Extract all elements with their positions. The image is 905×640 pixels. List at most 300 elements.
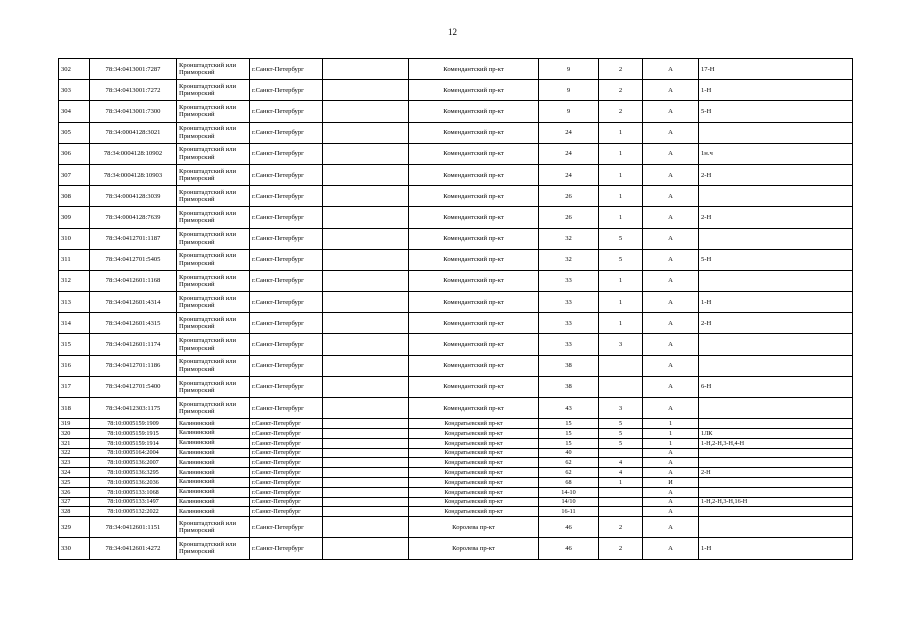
letter-cell: А (643, 334, 699, 355)
district-cell: Кронштадтский или Приморский (177, 355, 250, 376)
letter-cell: 1 (643, 438, 699, 448)
cadastral-number-cell: 78:34:0412701:1187 (90, 228, 177, 249)
district-cell: Кронштадтский или Приморский (177, 313, 250, 334)
house-number-cell: 15 (539, 419, 599, 429)
street-cell: Комендантский пр-кт (409, 164, 539, 185)
premises-cell: 2-Н (699, 207, 853, 228)
house-number-cell: 33 (539, 313, 599, 334)
extra-cell (323, 477, 409, 487)
table-row (59, 313, 853, 334)
letter-cell: А (643, 507, 699, 517)
house-number-cell: 38 (539, 376, 599, 397)
letter-cell: А (643, 270, 699, 291)
cadastral-number-cell: 78:34:0004128:10902 (90, 143, 177, 164)
letter-cell: А (643, 458, 699, 468)
building-number-cell (599, 355, 643, 376)
table-row (59, 101, 853, 122)
cadastral-number-cell: 78:10:0005133:1068 (90, 487, 177, 497)
row-number-cell: 309 (59, 207, 90, 228)
table-row (59, 507, 853, 517)
premises-cell: 2-Н (699, 468, 853, 478)
building-number-cell: 4 (599, 458, 643, 468)
row-number-cell: 305 (59, 122, 90, 143)
table-row (59, 228, 853, 249)
district-cell: Кронштадтский или Приморский (177, 249, 250, 270)
letter-cell: 1 (643, 419, 699, 429)
premises-cell: 5-Н (699, 249, 853, 270)
table-row (59, 497, 853, 507)
premises-cell (699, 458, 853, 468)
house-number-cell: 16-11 (539, 507, 599, 517)
table-row (59, 270, 853, 291)
extra-cell (323, 398, 409, 419)
table-row (59, 428, 853, 438)
cadastral-number-cell: 78:34:0412701:1186 (90, 355, 177, 376)
table-row (59, 468, 853, 478)
district-cell: Калининский (177, 507, 250, 517)
row-number-cell: 308 (59, 186, 90, 207)
building-number-cell: 2 (599, 101, 643, 122)
table-row (59, 419, 853, 429)
house-number-cell: 14/10 (539, 497, 599, 507)
city-cell: г.Санкт-Петербург (250, 517, 323, 538)
table-row (59, 517, 853, 538)
house-number-cell: 26 (539, 186, 599, 207)
district-cell: Калининский (177, 468, 250, 478)
row-number-cell: 312 (59, 270, 90, 291)
city-cell: г.Санкт-Петербург (250, 448, 323, 458)
building-number-cell: 1 (599, 143, 643, 164)
extra-cell (323, 487, 409, 497)
extra-cell (323, 164, 409, 185)
building-number-cell (599, 507, 643, 517)
street-cell: Кондратьевский пр-кт (409, 458, 539, 468)
table-row (59, 438, 853, 448)
building-number-cell: 1 (599, 207, 643, 228)
district-cell: Калининский (177, 419, 250, 429)
row-number-cell: 316 (59, 355, 90, 376)
house-number-cell: 68 (539, 477, 599, 487)
building-number-cell (599, 487, 643, 497)
cadastral-number-cell: 78:34:0412601:4315 (90, 313, 177, 334)
premises-cell (699, 477, 853, 487)
letter-cell: А (643, 122, 699, 143)
extra-cell (323, 101, 409, 122)
premises-cell (699, 507, 853, 517)
street-cell: Кондратьевский пр-кт (409, 507, 539, 517)
cadastral-number-cell: 78:34:0412601:4272 (90, 538, 177, 559)
row-number-cell: 324 (59, 468, 90, 478)
row-number-cell: 326 (59, 487, 90, 497)
premises-cell: 2-Н (699, 313, 853, 334)
city-cell: г.Санкт-Петербург (250, 228, 323, 249)
street-cell: Комендантский пр-кт (409, 228, 539, 249)
row-number-cell: 319 (59, 419, 90, 429)
cadastral-number-cell: 78:34:0412701:5405 (90, 249, 177, 270)
city-cell: г.Санкт-Петербург (250, 355, 323, 376)
premises-cell (699, 228, 853, 249)
row-number-cell: 317 (59, 376, 90, 397)
street-cell: Комендантский пр-кт (409, 122, 539, 143)
premises-cell: 1ЛК (699, 428, 853, 438)
city-cell: г.Санкт-Петербург (250, 438, 323, 448)
table-row (59, 448, 853, 458)
building-number-cell: 5 (599, 428, 643, 438)
row-number-cell: 328 (59, 507, 90, 517)
district-cell: Кронштадтский или Приморский (177, 80, 250, 101)
street-cell: Комендантский пр-кт (409, 143, 539, 164)
building-number-cell: 5 (599, 419, 643, 429)
extra-cell (323, 458, 409, 468)
district-cell: Калининский (177, 438, 250, 448)
extra-cell (323, 292, 409, 313)
extra-cell (323, 428, 409, 438)
street-cell: Кондратьевский пр-кт (409, 468, 539, 478)
street-cell: Комендантский пр-кт (409, 292, 539, 313)
row-number-cell: 329 (59, 517, 90, 538)
building-number-cell: 2 (599, 59, 643, 80)
city-cell: г.Санкт-Петербург (250, 477, 323, 487)
row-number-cell: 314 (59, 313, 90, 334)
building-number-cell: 1 (599, 186, 643, 207)
street-cell: Кондратьевский пр-кт (409, 477, 539, 487)
street-cell: Кондратьевский пр-кт (409, 448, 539, 458)
house-number-cell: 32 (539, 228, 599, 249)
table-row (59, 186, 853, 207)
extra-cell (323, 538, 409, 559)
table-row (59, 80, 853, 101)
house-number-cell: 14-10 (539, 487, 599, 497)
letter-cell: А (643, 101, 699, 122)
district-cell: Калининский (177, 428, 250, 438)
building-number-cell: 5 (599, 228, 643, 249)
district-cell: Кронштадтский или Приморский (177, 228, 250, 249)
row-number-cell: 302 (59, 59, 90, 80)
premises-cell (699, 355, 853, 376)
street-cell: Комендантский пр-кт (409, 249, 539, 270)
city-cell: г.Санкт-Петербург (250, 507, 323, 517)
building-number-cell: 1 (599, 477, 643, 487)
row-number-cell: 306 (59, 143, 90, 164)
house-number-cell: 15 (539, 438, 599, 448)
cadastral-number-cell: 78:10:0005159:1915 (90, 428, 177, 438)
letter-cell: А (643, 487, 699, 497)
letter-cell: А (643, 249, 699, 270)
property-registry-table (58, 58, 853, 560)
cadastral-number-cell: 78:10:0005132:2022 (90, 507, 177, 517)
city-cell: г.Санкт-Петербург (250, 376, 323, 397)
city-cell: г.Санкт-Петербург (250, 80, 323, 101)
building-number-cell: 5 (599, 249, 643, 270)
premises-cell: 1-Н,2-Н,3-Н,16-Н (699, 497, 853, 507)
premises-cell (699, 448, 853, 458)
street-cell: Королева пр-кт (409, 538, 539, 559)
street-cell: Кондратьевский пр-кт (409, 428, 539, 438)
extra-cell (323, 59, 409, 80)
cadastral-number-cell: 78:34:0004128:10903 (90, 164, 177, 185)
table-row (59, 122, 853, 143)
extra-cell (323, 497, 409, 507)
row-number-cell: 327 (59, 497, 90, 507)
street-cell: Комендантский пр-кт (409, 80, 539, 101)
premises-cell (699, 334, 853, 355)
building-number-cell: 2 (599, 80, 643, 101)
premises-cell: 6-Н (699, 376, 853, 397)
extra-cell (323, 143, 409, 164)
row-number-cell: 318 (59, 398, 90, 419)
street-cell: Комендантский пр-кт (409, 186, 539, 207)
cadastral-number-cell: 78:10:0005136:2007 (90, 458, 177, 468)
city-cell: г.Санкт-Петербург (250, 313, 323, 334)
premises-cell (699, 398, 853, 419)
house-number-cell: 24 (539, 122, 599, 143)
building-number-cell: 4 (599, 468, 643, 478)
house-number-cell: 9 (539, 59, 599, 80)
extra-cell (323, 80, 409, 101)
building-number-cell: 1 (599, 292, 643, 313)
district-cell: Кронштадтский или Приморский (177, 143, 250, 164)
cadastral-number-cell: 78:34:0004128:3039 (90, 186, 177, 207)
letter-cell: А (643, 164, 699, 185)
city-cell: г.Санкт-Петербург (250, 122, 323, 143)
building-number-cell: 2 (599, 517, 643, 538)
house-number-cell: 9 (539, 101, 599, 122)
house-number-cell: 15 (539, 428, 599, 438)
district-cell: Калининский (177, 458, 250, 468)
house-number-cell: 33 (539, 334, 599, 355)
street-cell: Кондратьевский пр-кт (409, 487, 539, 497)
house-number-cell: 32 (539, 249, 599, 270)
cadastral-number-cell: 78:34:0412701:5400 (90, 376, 177, 397)
extra-cell (323, 355, 409, 376)
district-cell: Калининский (177, 448, 250, 458)
cadastral-number-cell: 78:34:0412601:1168 (90, 270, 177, 291)
district-cell: Калининский (177, 487, 250, 497)
cadastral-number-cell: 78:34:0413001:7272 (90, 80, 177, 101)
premises-cell: 1-Н (699, 538, 853, 559)
cadastral-number-cell: 78:34:0412303:1175 (90, 398, 177, 419)
extra-cell (323, 438, 409, 448)
street-cell: Кондратьевский пр-кт (409, 419, 539, 429)
district-cell: Кронштадтский или Приморский (177, 101, 250, 122)
cadastral-number-cell: 78:34:0413001:7300 (90, 101, 177, 122)
street-cell: Комендантский пр-кт (409, 207, 539, 228)
street-cell: Кондратьевский пр-кт (409, 438, 539, 448)
premises-cell: 1-Н (699, 292, 853, 313)
city-cell: г.Санкт-Петербург (250, 538, 323, 559)
table-row (59, 143, 853, 164)
row-number-cell: 322 (59, 448, 90, 458)
district-cell: Кронштадтский или Приморский (177, 207, 250, 228)
premises-cell: 5-Н (699, 101, 853, 122)
city-cell: г.Санкт-Петербург (250, 186, 323, 207)
cadastral-number-cell: 78:34:0004128:7639 (90, 207, 177, 228)
city-cell: г.Санкт-Петербург (250, 164, 323, 185)
house-number-cell: 43 (539, 398, 599, 419)
building-number-cell: 5 (599, 438, 643, 448)
cadastral-number-cell: 78:34:0413001:7287 (90, 59, 177, 80)
letter-cell: А (643, 538, 699, 559)
table-row (59, 477, 853, 487)
city-cell: г.Санкт-Петербург (250, 334, 323, 355)
building-number-cell (599, 448, 643, 458)
letter-cell: А (643, 376, 699, 397)
street-cell: Комендантский пр-кт (409, 313, 539, 334)
street-cell: Кондратьевский пр-кт (409, 497, 539, 507)
street-cell: Комендантский пр-кт (409, 376, 539, 397)
row-number-cell: 315 (59, 334, 90, 355)
cadastral-number-cell: 78:10:0005164:2004 (90, 448, 177, 458)
district-cell: Кронштадтский или Приморский (177, 398, 250, 419)
house-number-cell: 38 (539, 355, 599, 376)
letter-cell: И (643, 477, 699, 487)
table-row (59, 207, 853, 228)
city-cell: г.Санкт-Петербург (250, 487, 323, 497)
building-number-cell: 2 (599, 538, 643, 559)
building-number-cell: 1 (599, 122, 643, 143)
district-cell: Калининский (177, 497, 250, 507)
city-cell: г.Санкт-Петербург (250, 101, 323, 122)
district-cell: Кронштадтский или Приморский (177, 59, 250, 80)
district-cell: Калининский (177, 477, 250, 487)
house-number-cell: 33 (539, 292, 599, 313)
house-number-cell: 26 (539, 207, 599, 228)
table-row (59, 398, 853, 419)
district-cell: Кронштадтский или Приморский (177, 334, 250, 355)
street-cell: Комендантский пр-кт (409, 334, 539, 355)
row-number-cell: 321 (59, 438, 90, 448)
row-number-cell: 304 (59, 101, 90, 122)
house-number-cell: 24 (539, 143, 599, 164)
extra-cell (323, 376, 409, 397)
premises-cell (699, 186, 853, 207)
cadastral-number-cell: 78:10:0005136:2036 (90, 477, 177, 487)
extra-cell (323, 186, 409, 207)
table-row (59, 538, 853, 559)
street-cell: Королева пр-кт (409, 517, 539, 538)
extra-cell (323, 507, 409, 517)
table-row (59, 355, 853, 376)
row-number-cell: 311 (59, 249, 90, 270)
cadastral-number-cell: 78:34:0412601:1151 (90, 517, 177, 538)
letter-cell: А (643, 448, 699, 458)
premises-cell: 1-Н,2-Н,3-Н,4-Н (699, 438, 853, 448)
table-row (59, 59, 853, 80)
row-number-cell: 325 (59, 477, 90, 487)
premises-cell (699, 122, 853, 143)
city-cell: г.Санкт-Петербург (250, 458, 323, 468)
cadastral-number-cell: 78:10:0005159:1909 (90, 419, 177, 429)
house-number-cell: 9 (539, 80, 599, 101)
extra-cell (323, 517, 409, 538)
letter-cell: А (643, 143, 699, 164)
premises-cell (699, 487, 853, 497)
building-number-cell (599, 497, 643, 507)
table-body (59, 59, 853, 560)
premises-cell: 1-Н (699, 80, 853, 101)
street-cell: Комендантский пр-кт (409, 59, 539, 80)
table-row (59, 487, 853, 497)
street-cell: Комендантский пр-кт (409, 101, 539, 122)
premises-cell: 1н.ч (699, 143, 853, 164)
row-number-cell: 310 (59, 228, 90, 249)
row-number-cell: 303 (59, 80, 90, 101)
district-cell: Кронштадтский или Приморский (177, 122, 250, 143)
row-number-cell: 320 (59, 428, 90, 438)
extra-cell (323, 419, 409, 429)
row-number-cell: 307 (59, 164, 90, 185)
extra-cell (323, 270, 409, 291)
extra-cell (323, 313, 409, 334)
letter-cell: А (643, 292, 699, 313)
letter-cell: 1 (643, 428, 699, 438)
premises-cell (699, 517, 853, 538)
city-cell: г.Санкт-Петербург (250, 292, 323, 313)
letter-cell: А (643, 398, 699, 419)
house-number-cell: 62 (539, 458, 599, 468)
extra-cell (323, 228, 409, 249)
city-cell: г.Санкт-Петербург (250, 428, 323, 438)
district-cell: Кронштадтский или Приморский (177, 186, 250, 207)
letter-cell: А (643, 207, 699, 228)
premises-cell: 2-Н (699, 164, 853, 185)
letter-cell: А (643, 228, 699, 249)
row-number-cell: 323 (59, 458, 90, 468)
city-cell: г.Санкт-Петербург (250, 497, 323, 507)
cadastral-number-cell: 78:10:0005136:3295 (90, 468, 177, 478)
letter-cell: А (643, 80, 699, 101)
street-cell: Комендантский пр-кт (409, 398, 539, 419)
district-cell: Кронштадтский или Приморский (177, 376, 250, 397)
house-number-cell: 40 (539, 448, 599, 458)
city-cell: г.Санкт-Петербург (250, 59, 323, 80)
table-row (59, 334, 853, 355)
cadastral-number-cell: 78:10:0005133:1497 (90, 497, 177, 507)
letter-cell: А (643, 497, 699, 507)
table-row (59, 458, 853, 468)
letter-cell: А (643, 59, 699, 80)
premises-cell: 17-Н (699, 59, 853, 80)
city-cell: г.Санкт-Петербург (250, 468, 323, 478)
house-number-cell: 46 (539, 538, 599, 559)
district-cell: Кронштадтский или Приморский (177, 292, 250, 313)
district-cell: Кронштадтский или Приморский (177, 538, 250, 559)
extra-cell (323, 122, 409, 143)
city-cell: г.Санкт-Петербург (250, 143, 323, 164)
district-cell: Кронштадтский или Приморский (177, 164, 250, 185)
cadastral-number-cell: 78:34:0004128:3021 (90, 122, 177, 143)
letter-cell: А (643, 186, 699, 207)
building-number-cell: 1 (599, 164, 643, 185)
table-row (59, 376, 853, 397)
city-cell: г.Санкт-Петербург (250, 270, 323, 291)
city-cell: г.Санкт-Петербург (250, 419, 323, 429)
district-cell: Кронштадтский или Приморский (177, 517, 250, 538)
extra-cell (323, 207, 409, 228)
house-number-cell: 33 (539, 270, 599, 291)
street-cell: Комендантский пр-кт (409, 355, 539, 376)
house-number-cell: 62 (539, 468, 599, 478)
table-row (59, 249, 853, 270)
table-row (59, 292, 853, 313)
letter-cell: А (643, 313, 699, 334)
extra-cell (323, 468, 409, 478)
building-number-cell: 1 (599, 313, 643, 334)
city-cell: г.Санкт-Петербург (250, 398, 323, 419)
building-number-cell (599, 376, 643, 397)
cadastral-number-cell: 78:34:0412601:4314 (90, 292, 177, 313)
cadastral-number-cell: 78:10:0005159:1914 (90, 438, 177, 448)
